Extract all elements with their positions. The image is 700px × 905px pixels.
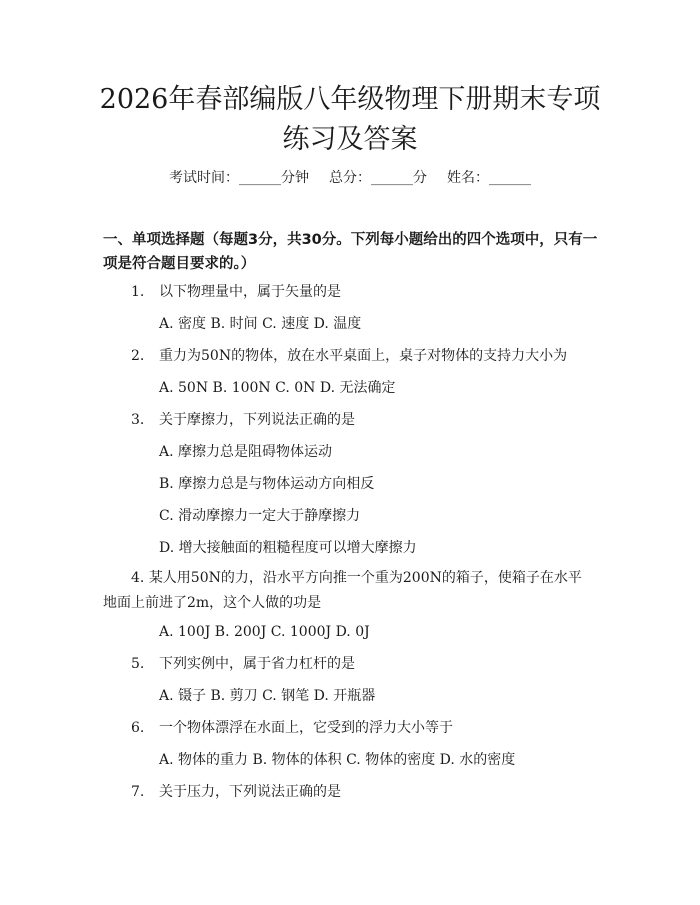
exam-time: 考试时间：______分钟 [169,170,309,186]
question-number: 2. [131,348,145,364]
question-5 [131,654,355,674]
question-6-options: A. 物体的重力 B. 物体的体积 C. 物体的密度 D. 水的密度 [159,752,516,768]
question-3 [131,410,355,430]
question-4 [103,566,595,616]
exam-meta [0,168,700,188]
question-number: 4. [131,570,145,586]
question-text: 一个物体漂浮在水面上，它受到的浮力大小等于 [159,720,453,736]
question-number: 7. [131,784,145,800]
section-heading: 一、单项选择题（每题3分，共30分。下列每小题给出的四个选项中，只有一项是符合题目要求的。） [103,232,598,272]
question-3-option-d: D. 增大接触面的粗糙程度可以增大摩擦力 [159,540,417,556]
question-6 [131,718,453,738]
question-4-options: A. 100J B. 200J C. 1000J D. 0J [159,624,370,640]
question-3-option-c: C. 滑动摩擦力一定大于静摩擦力 [159,508,361,524]
question-text: 下列实例中，属于省力杠杆的是 [159,656,355,672]
question-3-option-b: B. 摩擦力总是与物体运动方向相反 [159,476,375,492]
question-text: 关于压力，下列说法正确的是 [159,784,341,800]
page-title: 2026年春部编版八年级物理下册期末专项练习及答案 [99,84,601,155]
question-2 [131,346,567,366]
question-3-option-a: A. 摩擦力总是阻碍物体运动 [159,444,333,460]
question-5-options: A. 镊子 B. 剪刀 C. 钢笔 D. 开瓶器 [159,688,376,704]
student-name: 姓名：______ [447,170,531,186]
question-text: 关于摩擦力，下列说法正确的是 [159,412,355,428]
question-1-options: A. 密度 B. 时间 C. 速度 D. 温度 [159,316,362,332]
question-number: 3. [131,412,145,428]
question-2-options: A. 50N B. 100N C. 0N D. 无法确定 [159,380,396,396]
question-number: 5. [131,656,145,672]
question-text: 某人用50N的力，沿水平方向推一个重为200N的箱子，使箱子在水平地面上前进了2m，这个人做的功是 [103,570,582,611]
question-text: 重力为50N的物体，放在水平桌面上，桌子对物体的支持力大小为 [159,348,568,364]
question-7 [131,782,341,802]
question-1 [131,282,341,302]
question-number: 1. [131,284,145,300]
question-text: 以下物理量中，属于矢量的是 [159,284,341,300]
exam-score: 总分：______分 [329,170,427,186]
question-number: 6. [131,720,145,736]
